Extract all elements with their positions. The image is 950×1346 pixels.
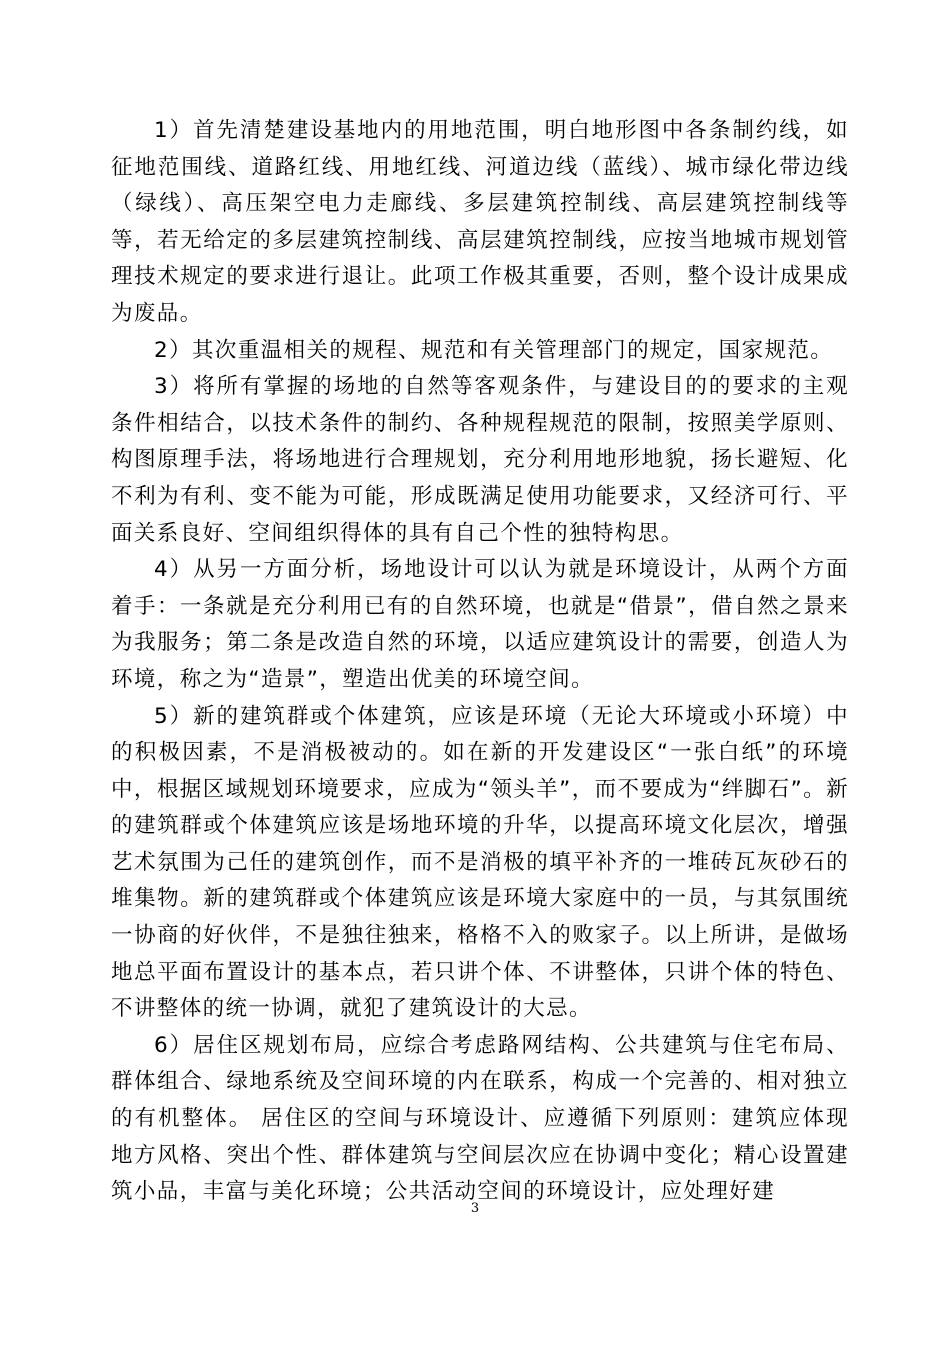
paragraph-2: 2）其次重温相关的规程、规范和有关管理部门的规定，国家规范。 — [154, 337, 834, 363]
paragraph-4: 4）从另一方面分析，场地设计可以认为就是环境设计，从两个方面着手：一条就是充分利用已有的自然环境，也就是“借景”，借自然之景来为我服务；第二条是改造自然的环境，以适应建筑设计的需要，创造人为环境，称之为“造景”，塑造出优美的环境空间。 — [111, 557, 849, 692]
paragraph-5: 5）新的建筑群或个体建筑，应该是环境（无论大环境或小环境）中的积极因素，不是消极被动的。如在新的开发建设区“一张白纸”的环境中，根据区域规划环境要求，应成为“领头羊”，而不要成为“绊脚石”。新的建筑群或个体建筑应该是场地环境的升华，以提高环境文化层次，增强艺术氛围为己任的建筑创作，而不是消极的填平补齐的一堆砖瓦灰砂石的堆集物。新的建筑群或个体建筑应该是环境大家庭中的一员，与其氛围统一协商的好伙伴，不是独往独来，格格不入的败家子。以上所讲，是做场地总平面布置设计的基本点，若只讲个体、不讲整体，只讲个体的特色、不讲整体的统一协调，就犯了建筑设计的大忌。 — [111, 703, 849, 1022]
body-text — [111, 113, 849, 1211]
paragraph-3: 3）将所有掌握的场地的自然等客观条件，与建设目的的要求的主观条件相结合，以技术条件的制约、各种规程规范的限制，按照美学原则、构图原理手法，将场地进行合理规划，充分利用地形地貌，扬长避短、化不利为有利、变不能为可能，形成既满足使用功能要求，又经济可行、平面关系良好、空间组织得体的具有自己个性的独特构思。 — [111, 374, 849, 546]
paragraph-6: 6）居住区规划布局，应综合考虑路网结构、公共建筑与住宅布局、群体组合、绿地系统及空间环境的内在联系，构成一个完善的、相对独立的有机整体。 居住区的空间与环境设计、应遵循下列原则：建筑应体现地方风格、突出个性、群体建筑与空间层次应在协调中变化；精心设置建筑小品，丰富与美化环境；公共活动空间的环境设计，应处理好建 — [111, 1032, 849, 1205]
paragraph-1: 1）首先清楚建设基地内的用地范围，明白地形图中各条制约线，如征地范围线、道路红线、用地红线、河道边线（蓝线）、城市绿化带边线（绿线）、高压架空电力走廊线、多层建筑控制线、高层建筑控制线等等，若无给定的多层建筑控制线、高层建筑控制线，应按当地城市规划管理技术规定的要求进行退让。此项工作极其重要，否则，整个设计成果成为废品。 — [111, 118, 849, 326]
page-number: 3 — [470, 1201, 480, 1216]
